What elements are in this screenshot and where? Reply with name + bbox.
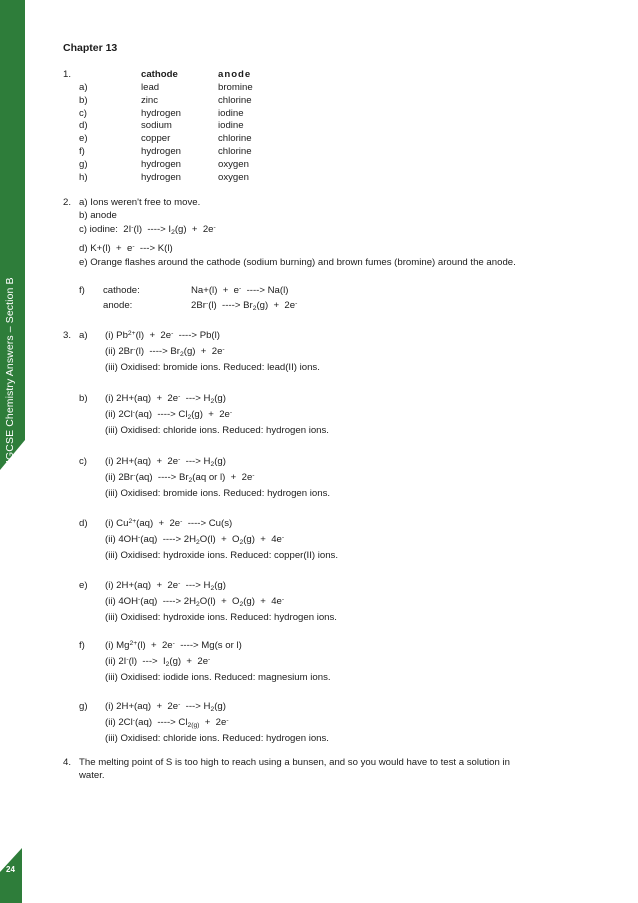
q3-d-line-2: (ii) 4OH-(aq) ----> $2H_2O(l) + O_2(g) + 4e^-$ [105,534,285,546]
q2-answer-f-label: f) [79,285,85,296]
q3-part-label: a) [79,330,88,341]
q3-c-line-3: (iii) Oxidised: bromide ions. Reduced: hydrogen ions. [105,488,331,499]
q1-row-label: h) [79,171,88,183]
q4-answer: The melting point of S is too high to reach using a bunsen, and so you would have to test a solution in water. [79,757,510,781]
q3-g-line-1: (i) 2H+(aq) + 2e- ---> $H_2(g)$ [105,701,226,713]
q1-cathode-cell: hydrogen [141,171,182,183]
q1-cathode-cell: lead [141,82,160,93]
q3-d-line-1: (i) $Cu^{2+}(aq) + 2e^-$ ----> Cu(s) [105,518,233,529]
q3-g-line-2: (ii) 2Cl-(aq) ----> $Cl_{2(g)} + 2e^-$ [105,717,229,729]
q3-part-label: f) [79,640,85,651]
q1-anode-cell: chlorine [218,94,252,106]
q1-cathode-cell: sodium [141,120,172,132]
q1-row-label: f) [79,146,85,157]
q1-anode-cell: oxygen [218,158,249,170]
q1-cathode-cell: hydrogen [141,107,182,119]
q3-c-line-2: (ii) 2Br-(aq) ----> $Br_2(aq$ or l) + 2e- [105,472,255,484]
q3-g-line-3: (iii) Oxidised: chloride ions. Reduced: hydrogen ions. [105,733,329,744]
q1-anode-cell: oxygen [218,171,249,183]
q3-b-line-3: (iii) Oxidised: chloride ions. Reduced: hydrogen ions. [105,425,329,436]
q2-answer-d: d) K+(l) + e- ---> K(l) [79,243,173,254]
q3-a-line-3: (iii) Oxidised: bromide ions. Reduced: lead(II) ions. [105,362,320,373]
q1-cathode-cell: zinc [141,94,159,106]
q3-b-line-2: (ii) 2Cl-(aq) ----> $Cl_2(g) + 2e^-$ [105,409,233,421]
q1-cathode-cell: hydrogen [141,146,182,157]
cathode-header: cathode [141,69,178,80]
q1-row-label: b) [79,94,88,106]
q1-cathode-cell: copper [141,133,171,145]
q3-part-label: d) [79,518,88,529]
q3-f-line-3: (iii) Oxidised: iodide ions. Reduced: magnesium ions. [105,672,331,683]
question-number: 3. [63,330,72,341]
q3-part-label: g) [79,701,88,712]
q3-c-line-1: (i) 2H+(aq) + 2e- ---> $H_2(g)$ [105,456,226,468]
chapter-title: Chapter 13 [63,42,118,54]
q3-e-line-1: (i) 2H+(aq) + 2e- ---> $H_2(g)$ [105,580,226,592]
q3-a-line-2: (ii) 2Br-(l) ----> $Br_2(g) + 2e^-$ [105,346,225,358]
q3-part-label: b) [79,393,88,404]
q3-e-line-2: (ii) 4OH-(aq) ----> $2H_2O(l) + O_2(g) + 4e^-$ [105,596,285,608]
q2-answer-c: c) iodine: 2I-(l) ----> $I_2(g) + 2e^-$ [79,224,216,236]
q1-row-label: g) [79,158,88,170]
q1-anode-cell: iodine [218,120,244,132]
q3-part-label: c) [79,456,87,467]
q3-a-line-1: (i) $Pb^{2+}(l) + 2e^-$ ----> Pb(l) [105,330,220,341]
q1-anode-cell: chlorine [218,133,252,145]
q1-row-label: d) [79,120,88,132]
q2-answer-b: b) anode [79,210,117,221]
q1-cathode-cell: hydrogen [141,158,182,170]
q1-anode-cell: iodine [218,107,244,119]
section-label: IGCSE Chemistry Answers – Section B [4,277,16,463]
q1-row-label: e) [79,133,88,145]
q1-row-label: c) [79,107,87,119]
q1-anode-cell: bromine [218,82,253,93]
q3-part-label: e) [79,580,88,591]
q2-answer-e: e) Orange flashes around the cathode (sodium burning) and brown fumes (bromine) around the anode. [79,257,516,268]
sidebar-band [0,0,25,903]
q3-d-line-3: (iii) Oxidised: hydroxide ions. Reduced: copper(II) ions. [105,550,339,561]
anode-header: anode [218,69,252,80]
q1-row-label: a) [79,82,88,93]
question-number: 4. [63,757,72,768]
q1-anode-cell: chlorine [218,146,252,157]
q2-f-anode-label: anode: [103,300,133,311]
question-number: 1. [63,69,72,80]
q3-f-line-2: (ii) 2I-(l) ---> $I_2(g) + 2e^-$ [105,656,211,668]
q2-f-cathode-eq: Na+(l) + e- ----> Na(l) [191,285,289,296]
q2-answer-a: a) Ions weren't free to move. [79,197,201,208]
question-number: 2. [63,197,72,208]
q3-b-line-1: (i) 2H+(aq) + 2e- ---> $H_2(g)$ [105,393,226,405]
q2-f-anode-eq: 2Br-(l) ----> $Br_2(g) + 2e^-$ [191,300,298,312]
q2-f-cathode-label: cathode: [103,285,140,296]
q3-e-line-3: (iii) Oxidised: hydroxide ions. Reduced: hydrogen ions. [105,612,337,623]
q3-f-line-1: (i) $Mg^{2+}(l) + 2e^-$ ----> Mg(s or l) [105,640,242,651]
page-number: 24 [6,865,15,874]
